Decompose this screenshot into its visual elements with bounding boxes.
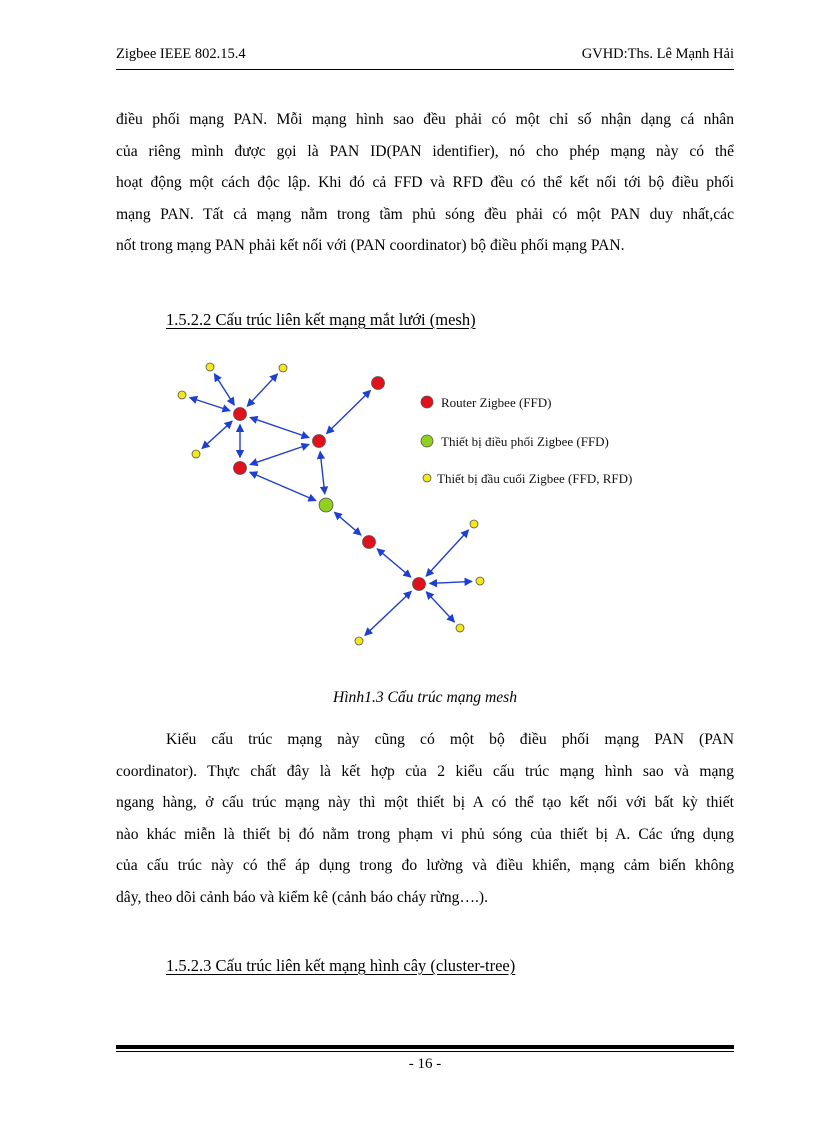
end-device-node [206, 363, 214, 371]
router-node [413, 578, 426, 591]
network-link-r2-c1 [250, 472, 316, 501]
network-link-r3-c1 [320, 451, 325, 494]
paragraph-line: hoạt động một cách độc lập. Khi đó cả FFD và RFD đều có thể kết nối tới bộ điều phối [116, 174, 734, 192]
page-header [116, 46, 734, 63]
paragraph-line: coordinator). Thực chất đây là kết hợp của 2 kiểu cấu trúc mạng hình sao và mạng [116, 762, 734, 780]
network-link-r1-r3 [250, 417, 309, 437]
network-link-r6-e5 [426, 530, 468, 576]
paragraph-line: của riêng mình được gọi là PAN ID(PAN identifier), nó cho phép mạng này có thể [116, 142, 734, 160]
mesh-network-diagram [160, 345, 690, 655]
header-divider [116, 69, 734, 70]
legend-router-dot [421, 396, 433, 408]
network-link-c1-r5 [334, 512, 361, 535]
page-number: - 16 - [408, 1056, 442, 1072]
network-link-r1-e4 [202, 421, 232, 449]
paragraph-line: Kiểu cấu trúc mạng này cũng có một bộ điều phối mạng PAN (PAN [166, 731, 734, 748]
network-link-r6-e6 [429, 581, 472, 583]
network-link-r1-e1 [190, 397, 230, 410]
end-device-node [192, 450, 200, 458]
network-link-r6-e8 [365, 591, 412, 635]
diagram-nodes [178, 363, 484, 645]
end-device-node [476, 577, 484, 585]
end-device-node [178, 391, 186, 399]
legend-coordinator-label: Thiết bị điều phối Zigbee (FFD) [441, 434, 609, 449]
legend-end-device-dot [423, 474, 431, 482]
coordinator-node [319, 498, 333, 512]
paragraph-mesh-description [116, 724, 734, 914]
paragraph-line: dây, theo dõi cảnh báo và kiểm kê (cảnh báo cháy rừng….). [116, 888, 489, 906]
header-right-author: GVHD:Ths. Lê Mạnh Hải [581, 46, 734, 62]
footer-divider-thin [116, 1051, 734, 1052]
router-node [363, 536, 376, 549]
legend-end-device-label: Thiết bị đầu cuối Zigbee (FFD, RFD) [437, 471, 633, 486]
network-link-r5-r6 [377, 549, 411, 577]
network-link-r2-r3 [250, 444, 309, 464]
section-heading-cluster-tree: 1.5.2.3 Cấu trúc liên kết mạng hình cây (cluster-tree) [166, 956, 516, 975]
end-device-node [470, 520, 478, 528]
end-device-node [355, 637, 363, 645]
network-link-r1-e2 [214, 374, 234, 405]
diagram-legend [421, 395, 632, 486]
paragraph-line: mạng PAN. Tất cả mạng nằm trong tầm phủ sóng đều phải có một PAN duy nhất,các [116, 205, 734, 223]
paragraph-line: nốt trong mạng PAN phải kết nối với (PAN coordinator) bộ điều phối mạng PAN. [116, 237, 625, 255]
network-link-r1-e3 [247, 374, 277, 406]
network-link-r3-r4 [326, 390, 370, 433]
paragraph-line: của cấu trúc này có thể áp dụng trong đo lường và điều khiển, mạng cảm biến không [116, 857, 734, 875]
paragraph-line: ngang hàng, ở cấu trúc mạng này thì một thiết bị A có thể tạo kết nối với bất kỳ thiết [116, 794, 734, 812]
network-link-r6-e7 [426, 592, 454, 622]
footer-divider-thick [116, 1045, 734, 1049]
router-node [234, 462, 247, 475]
header-left-title: Zigbee IEEE 802.15.4 [116, 46, 246, 62]
router-node [234, 408, 247, 421]
legend-router-label: Router Zigbee (FFD) [441, 395, 552, 410]
paragraph-line: điều phối mạng PAN. Mỗi mạng hình sao đều phải có một chỉ số nhận dạng cá nhân [116, 111, 734, 128]
figure-caption: Hình1.3 Cấu trúc mạng mesh [332, 689, 518, 706]
end-device-node [456, 624, 464, 632]
legend-coordinator-dot [421, 435, 433, 447]
paragraph-star-network [116, 104, 734, 262]
end-device-node [279, 364, 287, 372]
paragraph-line: nào khác miễn là thiết bị đó nằm trong phạm vi phủ sóng của thiết bị A. Các ứng dụng [116, 825, 734, 843]
router-node [372, 377, 385, 390]
section-heading-mesh: 1.5.2.2 Cấu trúc liên kết mạng mắt lưới (mesh) [166, 310, 476, 329]
router-node [313, 435, 326, 448]
